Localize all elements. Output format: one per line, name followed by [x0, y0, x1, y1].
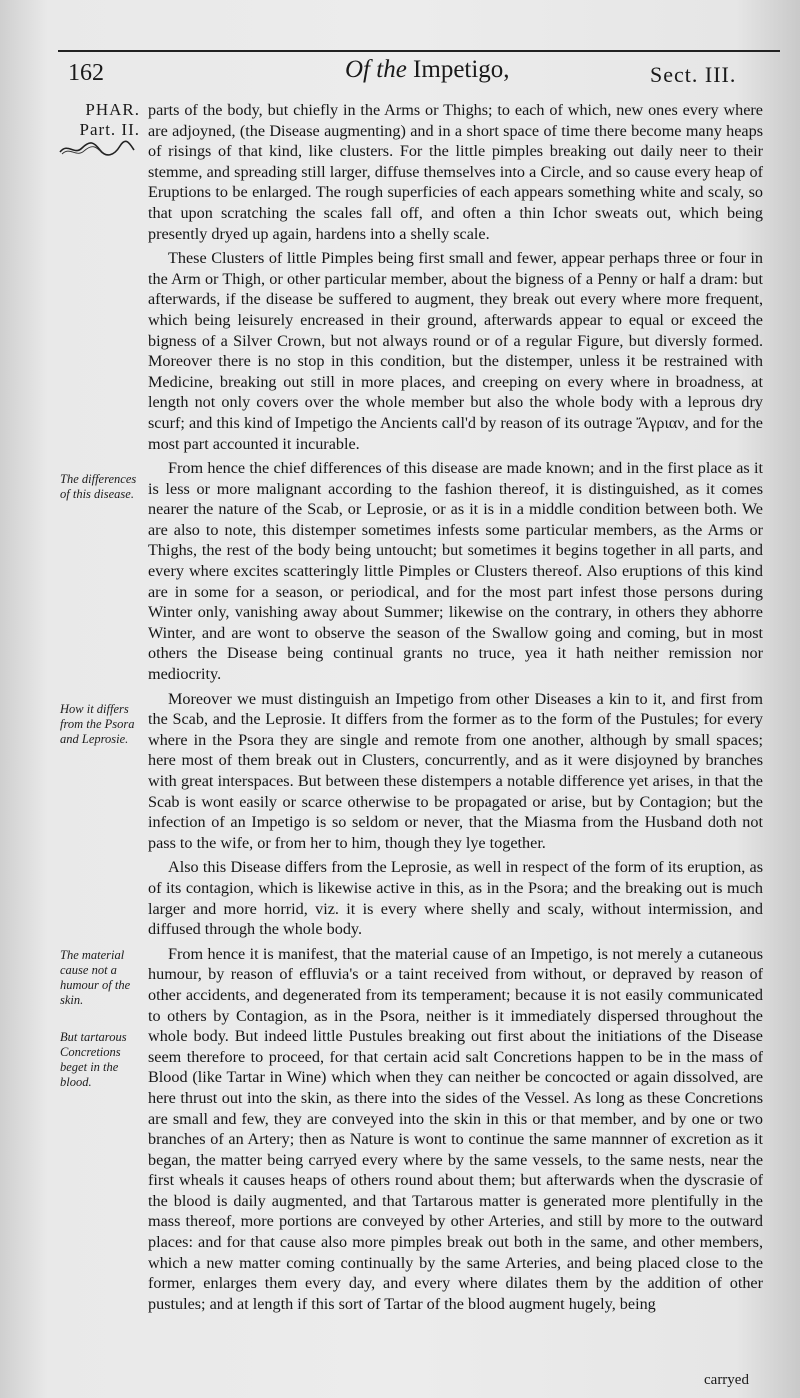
- part-label-line2: Part. II.: [79, 120, 140, 139]
- margin-note-psora-leprosie: How it differs from the Psora and Leprosie.: [60, 702, 135, 746]
- paragraph: Moreover we must distinguish an Impetigo from other Diseases a kin to it, and first from the Scab, and the Leprosie. It differs from the former as to the form of the Pustules; for every where in the Psora they are single and remote from one another, although by small spaces; here most of them break out in Clusters, concurrently, and as it were disjoyned by branches with great interspaces. But between these distempers a notable difference yet arises, in that the Scab is wont easily or scarce otherwise to be propagated or arise, but by Contagion; but the infection of an Impetigo is so seldom or never, that the Miasma from the Husband doth not pass to the wife, or from her to him, though they lye together.: [148, 689, 763, 852]
- paragraph: parts of the body, but chiefly in the Arms or Thighs; to each of which, new ones every where are adjoyned, (the Disease augmenting) and in a short space of time there become many heaps of risings of that kind, like clusters. For the little pimples breaking out daily neer to their stemme, and spreading still larger, diffuse themselves into a Circle, and so cause every heap of Eruptions to be enlarged. The rough superficies of each appears something white and scaly, so that upon scratching the scales fall off, and often a thin Ichor sweats out, which being presently dryed up again, hardens into a shelly scale.: [148, 101, 763, 243]
- paragraph: Also this Disease differs from the Leprosie, as well in respect of the form of its eruption, as of its contagion, which is likewise active in this, as in the Psora; and the breaking out is much larger and more horrid, viz. it is every where shelly and scaly, without intermission, and diffused through the whole body.: [148, 858, 763, 939]
- paragraph: From hence the chief differences of this disease are made known; and in the first place as it is less or more malignant according to the fashion thereof, it is distinguished, as it comes nearer the nature of the Scab, or Leprosie, or as it is in a middle condition between both. We are also to note, this distemper sometimes infests some particular members, as the Arms or Thighs, the rest of the body being untoucht; but sometimes it begins together in all parts, and every where excites scatteringly little Pimples or Clusters thereof. Also eruptions of this kind are in some for a season, or periodical, and for the most part infest those persons during Winter only, vanishing away about Summer; likewise on the contrary, in others they abhorre Winter, and are wont to observe the season of the Swallow going and coming, but in most others the Disease being continual grants no truce, yea it hath neither remission nor mediocrity.: [148, 459, 763, 684]
- header-rule: [58, 50, 780, 52]
- margin-note-material-cause: The material cause not a humour of the skin.: [60, 948, 131, 1007]
- section-label: Sect. III.: [650, 62, 737, 87]
- paragraph: From hence it is manifest, that the material cause of an Impetigo, is not merely a cutaneous humour, by reason of effluvia's or a taint received from without, or depraved by reason of other accidents, and degenerated from its temperament; because it is not easily communicated to others by Contagion, as in the Psora, neither is it immediately dispersed throughout the whole body. But indeed little Pustules breaking out first about the initiations of the Disease seem therefore to proceed, for that certain acid salt Concretions happen to be in the mass of Blood (like Tartar in Wine) which when they can neither be concocted or again dissolved, are here thrust out into the skin, as there into the sides of the Vessel. As long as these Concretions are small and few, they are conveyed into the skin in this or that member, and by one or two branches of an Artery; then as Nature is wont to continue the same mannner of excretion as it began, the matter being carryed every where by the same vessels, to the same nests, near the first wheals it causes heaps of others round about them; but afterwards when the dyscrasie of the blood is daily augmented, and that Tartarous matter is generated more plentifully in the mass thereof, more portions are conveyed by other Arteries, and still by more to the outward places: and for that cause also more pimples break out both in the same, and other members, which a new matter coming continually by the same Arteries, and being placed close to the former, enlarges them every day, and every where dilates them by the addition of other pustules; and at length if this sort of Tartar of the blood augment hugely, being: [148, 944, 763, 1313]
- catchword: carryed: [704, 1372, 749, 1388]
- running-title-italic: Of the: [345, 56, 407, 83]
- page-number: 162: [68, 60, 104, 86]
- body-text: [148, 100, 763, 1318]
- flourish-ornament-icon: [58, 140, 136, 158]
- part-label: [60, 100, 140, 140]
- margin-note-differences: The differences of this disease.: [60, 472, 137, 501]
- running-title-main: Impetigo,: [413, 56, 510, 83]
- running-title: [345, 56, 510, 84]
- part-label-line1: PHAR.: [85, 100, 140, 119]
- running-header: [0, 54, 800, 94]
- paragraph: These Clusters of little Pimples being first small and fewer, appear perhaps three or four in the Arm or Thigh, or other particular member, about the bigness of a Penny or half a dram: but afterwards, if the disease be suffered to augment, they break out every where more frequent, which being leisurely encreased in their ground, afterwards appear to equal or exceed the bigness of a Silver Crown, but not always round or of a regular Figure, but diversly formed. Moreover there is no stop in this condition, but the distemper, unless it be restrained with Medicine, breaking out still in more places, and creeping on every where in broadness, at length not only covers over the whole member but also the whole body with a leprous dry scurf; and this kind of Impetigo the Ancients call'd by reason of its outrage Ἄγριαν, and for the most part accounted it incurable.: [148, 249, 763, 453]
- margin-note-tartarous-concretions: But tartarous Concretions beget in the blood.: [60, 1030, 127, 1089]
